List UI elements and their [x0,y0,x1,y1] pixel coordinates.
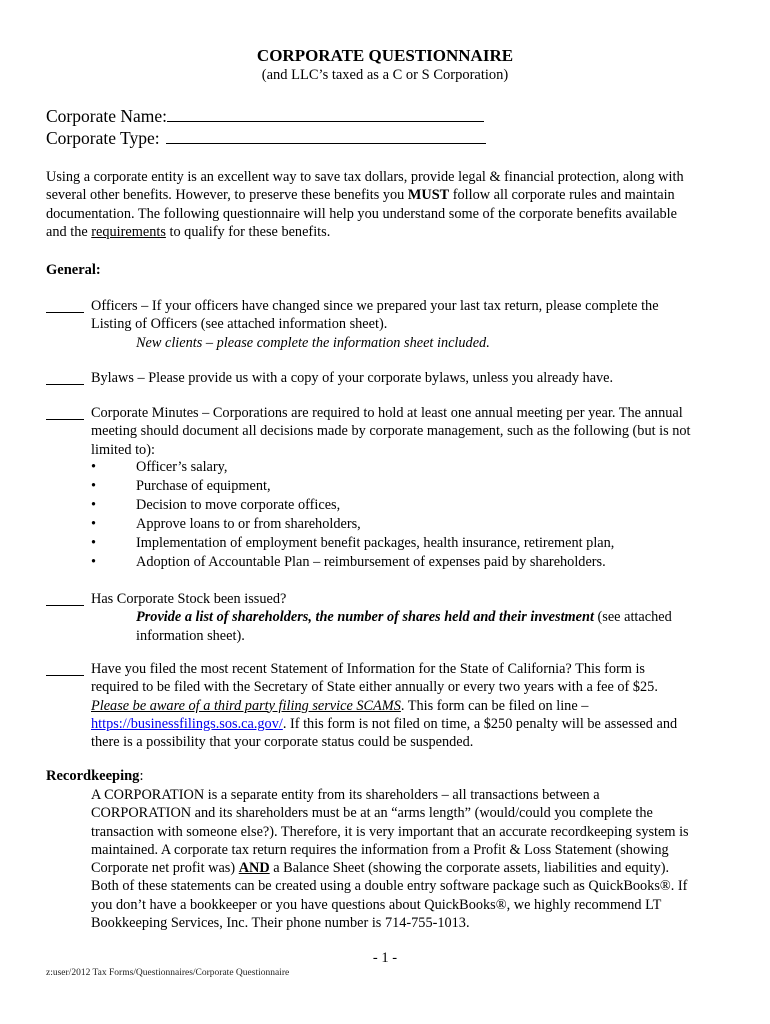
general-heading: General: [46,262,101,278]
file-path: z:user/2012 Tax Forms/Questionnaires/Corporate Questionnaire [46,968,290,978]
corporate-type-label: Corporate Type: [46,128,160,148]
corporate-type-field[interactable] [46,127,486,149]
minutes-checkbox-line[interactable] [46,419,84,420]
intro-line: several other benefits. However, to preserve these benefits you MUST follow all corporate rules and maintain [46,187,675,204]
requirements-underlined: requirements [91,223,166,240]
and-emphasis: AND [238,860,270,877]
bullet-icon: • [91,516,97,532]
minutes-bullet: Purchase of equipment, [136,478,271,494]
minutes-item: Corporate Minutes – Corporations are required to hold at least one annual meeting per year. The annual meeting should document all decisions made by corporate management, such as the following (but is not limited to): [91,405,691,458]
bullet-icon: • [91,554,97,570]
minutes-bullet: Officer’s salary, [136,459,228,475]
bullet-icon: • [91,497,97,513]
bylaws-checkbox-line[interactable] [46,384,84,385]
minutes-bullet: Adoption of Accountable Plan – reimbursement of expenses paid by shareholders. [136,554,606,570]
corporate-type-line[interactable] [166,127,486,144]
bullet-icon: • [91,535,97,551]
minutes-bullet: Approve loans to or from shareholders, [136,516,361,532]
recordkeeping-paragraph: A CORPORATION is a separate entity from its shareholders – all transactions between a CORPORATION and its shareholders must be at an “arms length” (would/could you complete the transaction with someone else?). Therefore, it is very important that an accurate recordkeeping system is maintained. A corporate tax return requires the information from a Profit & Loss Statement (showing Corporate net profit was) AND a Balance Sheet (showing the corporate assets, liabilities and equity). Both of these statements can be created using a double entry software package such as QuickBooks®. If you don’t have a bookkeeper or you have questions about QuickBooks®, we highly recommend LT Bookkeeping Services, Inc. Their phone number is 714-755-1013. [91,787,689,932]
intro-line: documentation. The following questionnaire will help you understand some of the corporate benefits available [46,205,678,222]
intro-paragraph [46,168,736,241]
intro-line: and the requirements to qualify for these benefits. [46,223,331,240]
page-subtitle: (and LLC’s taxed as a C or S Corporation) [261,67,509,83]
minutes-bullet: Implementation of employment benefit packages, health insurance, retirement plan, [136,535,615,551]
stock-checkbox-line[interactable] [46,605,84,606]
bullet-icon: • [91,478,97,494]
intro-line: Using a corporate entity is an excellent way to save tax dollars, provide legal & financial protection, along with [46,169,684,185]
business-filings-link[interactable]: https://businessfilings.sos.ca.gov/ [91,715,283,732]
officers-checkbox-line[interactable] [46,312,84,313]
bullet-icon: • [91,459,97,475]
corporate-name-line[interactable] [167,105,484,122]
scam-warning: Please be aware of a third party filing service SCAMS [91,697,401,714]
officers-item: Officers – If your officers have changed since we prepared your last tax return, please complete the Listing of Officers (see attached information sheet). New clients – please complete the information sheet included. [91,297,731,352]
corporate-name-field[interactable] [46,105,484,127]
new-clients-note: New clients – please complete the information sheet included. [136,334,490,351]
corporate-name-label: Corporate Name: [46,106,167,126]
page-number: - 1 - [372,950,398,966]
recordkeeping-heading: Recordkeeping: [46,768,144,784]
statement-item: Have you filed the most recent Statement of Information for the State of California? This form is required to be filed with the Secretary of State either annually or every two years with a fee of $25. Please be aware of a third party filing service SCAMS. This form can be filed on line – https://businessfilings.sos.ca.gov/. If this form is not filed on time, a $250 penalty will be assessed and there is a possibility that your corporate status could be suspended. [91,661,678,751]
statement-checkbox-line[interactable] [46,675,84,676]
minutes-bullet: Decision to move corporate offices, [136,497,341,513]
bylaws-item: Bylaws – Please provide us with a copy of your corporate bylaws, unless you already have. [91,370,614,386]
must-emphasis: MUST [407,187,450,204]
stock-instruction: Provide a list of shareholders, the number of shares held and their investment [136,609,594,626]
stock-item: Has Corporate Stock been issued? Provide a list of shareholders, the number of shares held and their investment (see attached information sheet). [91,591,672,644]
page-title: CORPORATE QUESTIONNAIRE [256,46,514,65]
